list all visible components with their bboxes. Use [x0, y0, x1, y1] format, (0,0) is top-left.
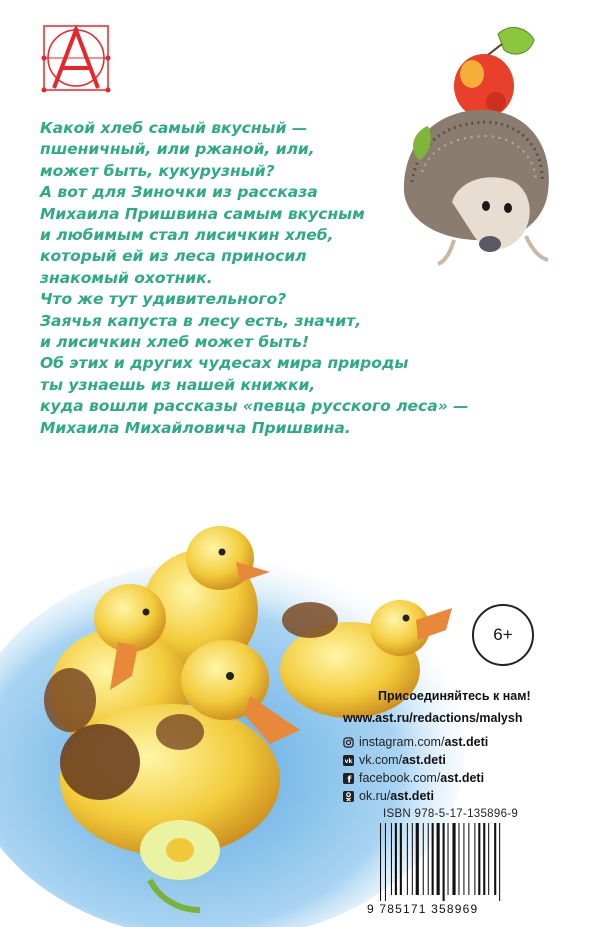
barcode-bar — [380, 823, 381, 901]
barcode-bar — [452, 823, 455, 895]
vk-icon — [343, 755, 354, 766]
barcode-bar — [478, 823, 480, 895]
svg-text:f: f — [347, 774, 352, 784]
social-handle: ast.deti — [402, 753, 446, 767]
age-rating-badge: 6+ — [472, 604, 534, 666]
barcode-bar — [494, 823, 496, 895]
description-line: Об этих и других чудесах мира природы — [40, 354, 409, 373]
barcode-bar — [385, 823, 386, 901]
social-handle: ast.deti — [390, 789, 435, 803]
social-handle: ast.deti — [440, 771, 485, 785]
barcode-bar — [391, 823, 392, 895]
social-domain: ok.ru/ — [359, 789, 391, 803]
barcode-bar — [443, 823, 445, 901]
isbn-text: ISBN 978-5-17-135896-9 — [383, 808, 519, 820]
description-line: который ей из леса приносил — [40, 247, 307, 266]
barcode-number: 9 785171 358969 — [367, 902, 479, 916]
description-line: ты узнаешь из нашей книжки, — [40, 375, 316, 394]
barcode-bar — [488, 823, 489, 895]
description-line: куда вошли рассказы «певца русского леса» — — [40, 397, 469, 416]
join-us-text: Присоединяйтесь к нам! — [378, 689, 531, 703]
barcode-bar — [474, 823, 475, 895]
description-line: пшеничный, или ржаной, или, — [40, 140, 315, 159]
barcode-bar — [400, 823, 402, 895]
barcode-bar — [499, 823, 500, 901]
barcode-bar — [428, 823, 429, 895]
svg-text:vk: vk — [344, 757, 353, 765]
ok-icon — [343, 791, 354, 802]
description-line: знакомый охотник. — [40, 268, 213, 287]
social-link-facebook[interactable] — [343, 771, 484, 785]
description-line: Что же тут удивительного? — [40, 290, 287, 309]
description-line: Михаила Пришвина самым вкусным — [40, 204, 365, 223]
description-line: и лисичкин хлеб может быть! — [40, 333, 310, 352]
social-domain: instagram.com/ — [359, 735, 445, 749]
barcode-bar — [437, 823, 440, 895]
barcode-bar — [423, 823, 424, 895]
description-line: А вот для Зиночки из рассказа — [40, 183, 318, 202]
description-line: может быть, кукурузный? — [40, 161, 275, 180]
description-line: Михаила Михайловича Пришвина. — [40, 418, 351, 437]
barcode-bar — [458, 823, 459, 895]
barcode-bar — [407, 823, 408, 895]
instagram-icon — [343, 737, 354, 748]
description-line: Заячья капуста в лесу есть, значит, — [40, 311, 362, 330]
publisher-logo — [40, 22, 112, 94]
barcode-bar — [395, 823, 397, 895]
website-link[interactable]: www.ast.ru/redactions/malysh — [343, 711, 523, 725]
social-link-ok[interactable] — [343, 789, 434, 803]
barcode-bar — [448, 823, 449, 895]
barcode — [378, 823, 530, 901]
barcode-bar — [483, 823, 485, 895]
barcode-bar — [463, 823, 464, 895]
social-domain: facebook.com/ — [359, 771, 441, 785]
social-link-vk[interactable] — [343, 753, 446, 767]
hedgehog-illustration — [398, 22, 558, 272]
barcode-bar — [412, 823, 413, 895]
description-line: Какой хлеб самый вкусный — — [40, 119, 308, 137]
barcode-bar — [432, 823, 434, 895]
barcode-bar — [416, 823, 419, 895]
barcode-bar — [468, 823, 469, 895]
facebook-icon — [343, 773, 354, 784]
social-link-instagram[interactable] — [343, 735, 488, 749]
social-handle: ast.deti — [444, 735, 489, 749]
description-line: и любимым стал лисичкин хлеб, — [40, 226, 334, 245]
social-domain: vk.com/ — [359, 753, 403, 767]
